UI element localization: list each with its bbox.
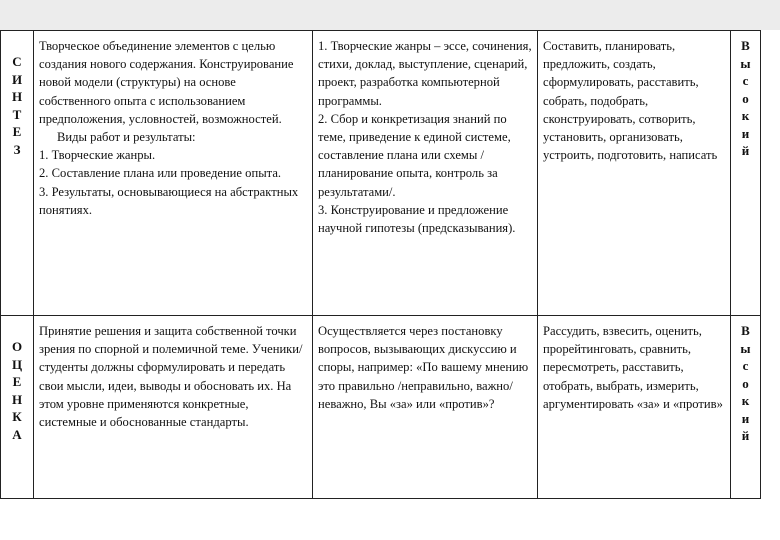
method-item: 1. Творческие жанры – эссе, сочинения, стихи, доклад, выступление, сценарий, проект, разработка компьютерной программы. (318, 39, 532, 108)
level-letter: о (742, 375, 749, 391)
description-text: Творческое объединение элементов с целью создания нового содержания. Конструирование новой модели (структуры) на основе собственного опыта с использованием предположения, условностей, возможностей. (39, 39, 294, 126)
taxonomy-table (0, 30, 761, 499)
level-letter: й (741, 143, 750, 158)
table-row-evaluation (1, 316, 761, 499)
method-item: 3. Конструирование и предложение научной гипотезы (предсказывания). (318, 202, 516, 236)
synthesis-verbs: Составить, планировать, предложить, создать, сформулировать, расставить, собрать, подобрать, сконструировать, сотворить, установить, организовать, устроить, подготовить, написать (538, 31, 731, 316)
method-item: 2. Сбор и конкретизация знаний по теме, приведение к единой системе, составление плана или схемы /планирование опыта, контроль за результатами/. (318, 111, 511, 199)
label-letter: Н (11, 89, 23, 104)
level-letter: о (742, 90, 749, 106)
label-letter: Ц (11, 356, 23, 372)
level-label (731, 316, 761, 499)
level-letter: В (741, 323, 750, 338)
level-letter: ы (740, 55, 751, 71)
table-row-synthesis (1, 31, 761, 316)
label-letter: Т (12, 106, 22, 122)
label-letter: Е (12, 124, 22, 139)
level-letter: к (741, 108, 750, 123)
label-letter: И (11, 71, 23, 87)
work-type-item: 3. Результаты, основывающиеся на абстрактных понятиях. (39, 184, 299, 217)
label-letter: А (12, 426, 22, 442)
row-label-evaluation (1, 316, 34, 499)
label-letter: К (12, 409, 22, 424)
work-type-item: 2. Составление плана или проведение опыта. (39, 166, 282, 181)
level-letter: и (741, 410, 750, 426)
work-types-heading: Виды работ и результаты: (57, 130, 196, 145)
label-letter: Е (12, 374, 22, 389)
level-letter: В (741, 38, 750, 53)
level-letter: и (741, 125, 750, 141)
level-letter: к (741, 393, 750, 408)
level-letter: ы (740, 340, 751, 356)
level-label (731, 31, 761, 316)
label-letter: О (11, 339, 23, 354)
synthesis-methods (313, 31, 538, 316)
evaluation-verbs: Рассудить, взвесить, оценить, прорейтинговать, сравнить, пересмотреть, расставить, отобрать, выбрать, измерить, аргументировать «за» и «против» (538, 316, 731, 499)
level-letter: с (742, 358, 749, 373)
evaluation-methods: Осуществляется через постановку вопросов, вызывающих дискуссию и споры, например: «По вашему мнению это правильно /неправильно, важно/неважно, Вы «за» или «против»? (313, 316, 538, 499)
level-letter: й (741, 428, 750, 443)
row-label-synthesis (1, 31, 34, 316)
top-margin-band (0, 0, 780, 30)
level-letter: с (742, 73, 749, 88)
synthesis-description (34, 31, 313, 316)
work-type-item: 1. Творческие жанры. (39, 148, 156, 163)
label-letter: З (13, 141, 21, 157)
label-letter: Н (11, 391, 23, 407)
label-letter: С (12, 54, 22, 69)
evaluation-description: Принятие решения и защита собственной точки зрения по спорной и полемичной теме. Ученики/студенты должны сформулировать и передать свои мысли, идеи, выводы и обосновать их. На этом уровне применяются конкретные, системные и обоснованные стандарты. (34, 316, 313, 499)
